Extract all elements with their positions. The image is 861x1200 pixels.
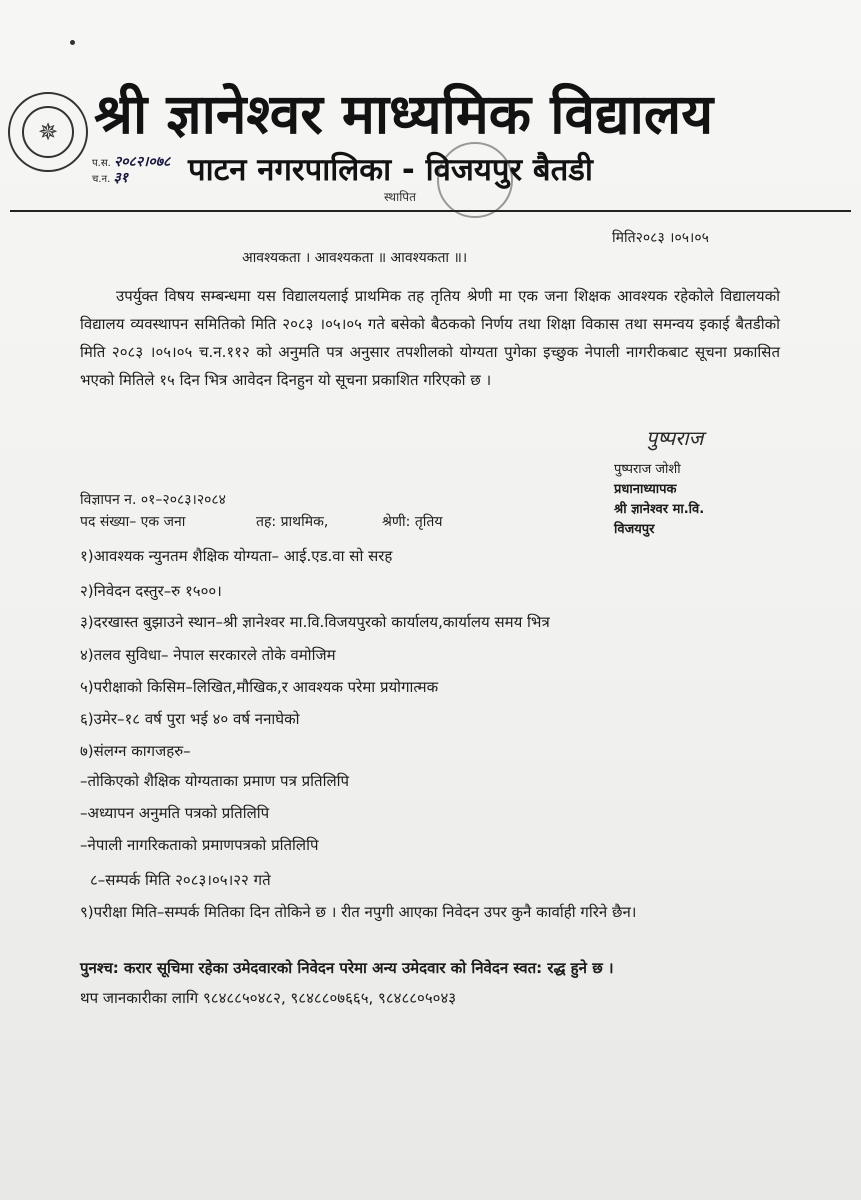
post-grade: श्रेणी: तृतिय <box>382 514 443 530</box>
dispatch-prefix: च.न. <box>92 174 111 185</box>
notice-date: मिति२०८३ ।०५।०५ <box>612 230 709 246</box>
reference-block <box>92 155 170 187</box>
signer-block <box>614 460 754 540</box>
notice-paragraph: उपर्युक्त विषय सम्बन्धमा यस विद्यालयलाई प्राथमिक तह तृतिय श्रेणी मा एक जना शिक्षक आवश्यक रहेकोले विद्यालयको विद्यालय व्यवस्थापन समितिको मिति २०८३ ।०५।०५ गते बसेको बैठकको निर्णय तथा शिक्षा विकास तथा समन्वय इकाई बैतडीको मिति २०८३ ।०५।०५ च.न.११२ को अनुमति पत्र अनुसार तपशीलको योग्यता पुगेका इच्छुक नेपाली नागरीकबाट सूचना प्रकासित भएको मितिले १५ दिन भित्र आवेदन दिनहुन यो सूचना प्रकाशित गरिएको छ । <box>80 287 780 389</box>
list-item: ८–सम्पर्क मिति २०८३।०५।२२ गते <box>90 871 271 889</box>
list-item: ३)दरखास्त बुझाउने स्थान–श्री ज्ञानेश्वर मा.वि.विजयपुरको कार्यालय,कार्यालय समय भित्र <box>80 613 550 631</box>
contact-numbers: थप जानकारीका लागि ९८४८८५०४८२, ९८४८८०७६६५, ९८४८८०५०४३ <box>80 989 457 1007</box>
post-level: तह: प्राथमिक, <box>256 514 329 530</box>
post-details <box>80 512 443 531</box>
list-item: ५)परीक्षाको किसिम–लिखित,मौखिक,र आवश्यक परेमा प्रयोगात्मक <box>80 678 439 696</box>
school-name: श्री ज्ञानेश्वर माध्यमिक विद्यालय <box>94 82 714 146</box>
list-item: ७)संलग्न कागजहरु– <box>80 742 191 760</box>
school-seal-icon: ✵ <box>8 92 88 172</box>
dispatch-number: ३१ <box>113 170 129 186</box>
reg-number: २०८२।०७८ <box>114 154 171 170</box>
list-item: २)निवेदन दस्तुर–रु १५००। <box>80 582 222 600</box>
list-item: –अध्यापन अनुमति पत्रको प्रतिलिपि <box>80 804 270 822</box>
signer-school: श्री ज्ञानेश्वर मा.वि. <box>614 502 705 517</box>
list-item-9: ९)परीक्षा मिति–सम्पर्क मितिका दिन तोकिने छ । रीत नपुगी आएका निवेदन उपर कुनै कार्वाही गरिने छैन। <box>80 903 637 921</box>
established-label: स्थापित <box>384 190 416 204</box>
list-item: १)आवश्यक न्युनतम शैक्षिक योग्यता– आई.एड.वा सो सरह <box>80 547 393 565</box>
notice-heading: आवश्यकता । आवश्यकता ॥ आवश्यकता ॥। <box>242 250 468 266</box>
ink-dot <box>70 40 75 45</box>
signature: पुष्पराज <box>646 426 704 450</box>
header-divider <box>10 210 851 212</box>
list-item: ४)तलव सुविधा– नेपाल सरकारले तोके वमोजिम <box>80 646 336 664</box>
signer-place: विजयपुर <box>614 522 655 537</box>
list-item: –नेपाली नागरिकताको प्रमाणपत्रको प्रतिलिपि <box>80 836 319 854</box>
vacancy-number: विज्ञापन न. ०१–२०८३।२०८४ <box>80 492 226 508</box>
school-address: पाटन नगरपालिका - विजयपुर बैतडी <box>188 152 593 188</box>
postscript: पुनश्च: करार सूचिमा रहेका उमेदवारको निवेदन परेमा अन्य उमेदवार को निवेदन स्वत: रद्ध हुने छ । <box>80 959 614 977</box>
signer-name: पुष्पराज जोशी <box>614 462 681 477</box>
reg-prefix: प.स. <box>92 158 111 169</box>
list-item: ६)उमेर–१८ वर्ष पुरा भई ४० वर्ष ननाघेको <box>80 710 300 728</box>
round-stamp-icon <box>437 142 513 218</box>
signer-title: प्रधानाध्यापक <box>614 482 677 497</box>
list-item: –तोकिएको शैक्षिक योग्यताका प्रमाण पत्र प्रतिलिपि <box>80 772 350 790</box>
post-count: पद संख्या– एक जना <box>80 514 186 530</box>
